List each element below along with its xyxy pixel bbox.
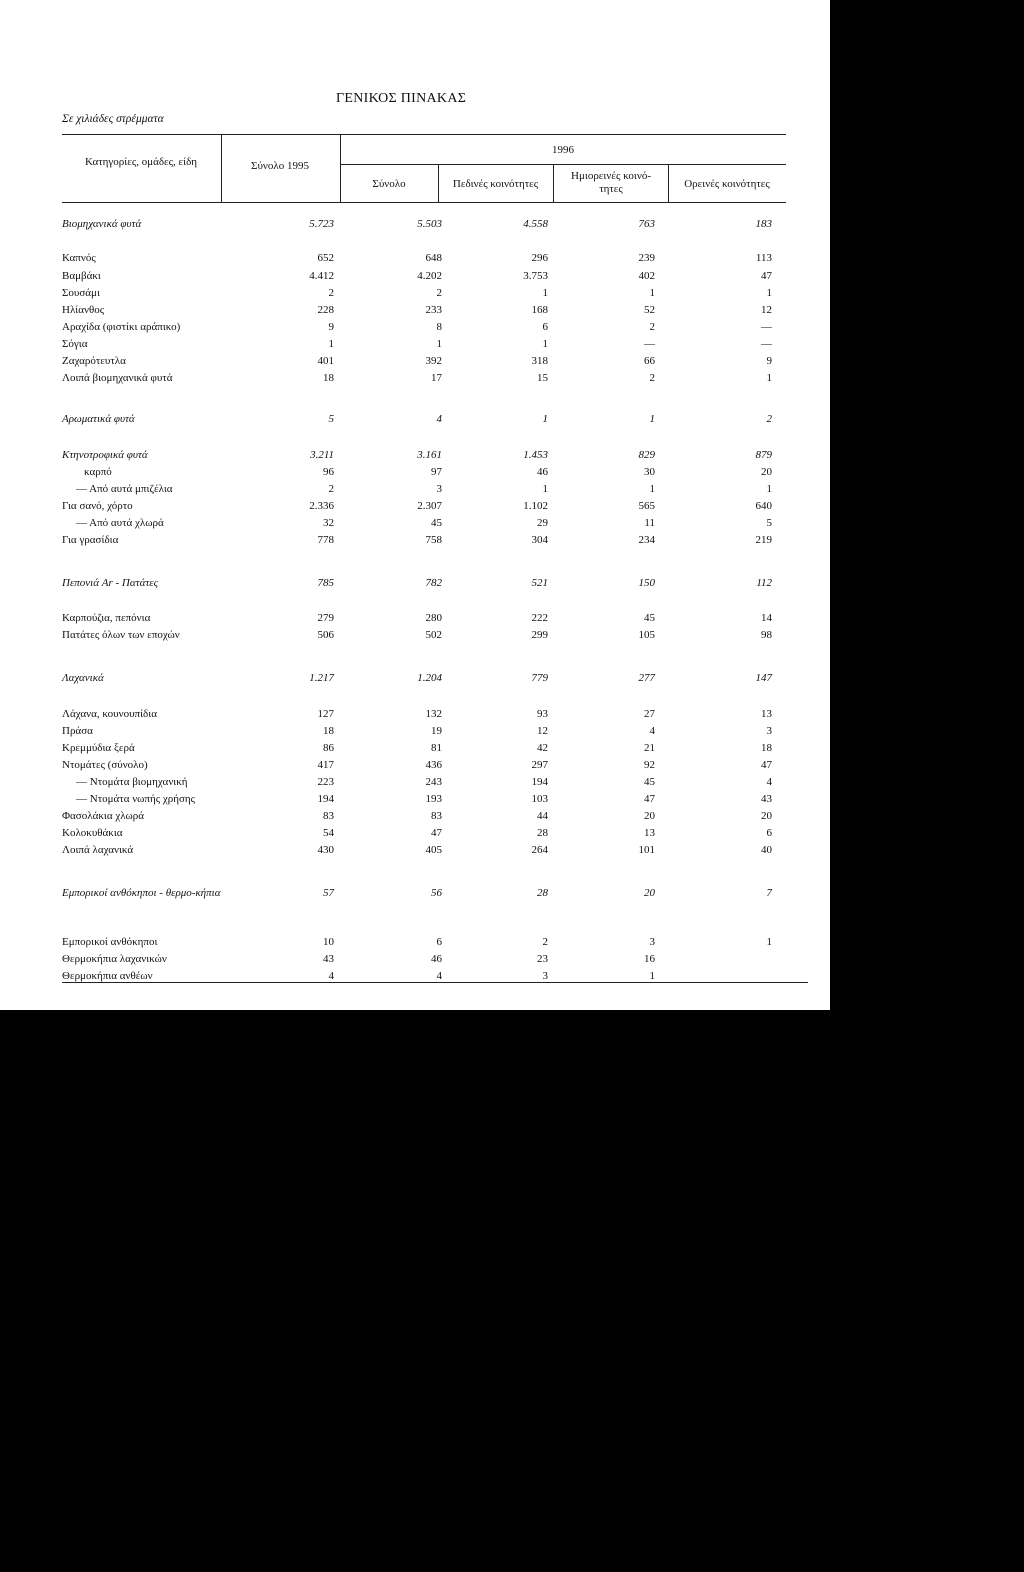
row-label: Αρωματικά φυτά	[62, 413, 135, 425]
row-value: 112	[756, 577, 772, 589]
row-value: 228	[317, 304, 334, 316]
row-value: 147	[755, 672, 772, 684]
row-value: 264	[531, 844, 548, 856]
row-value: 640	[755, 500, 772, 512]
table-row	[62, 672, 792, 687]
header-category: Κατηγορίες, ομάδες, είδη	[84, 156, 198, 168]
row-value: 2	[649, 321, 655, 333]
table-row	[62, 338, 792, 353]
table-row	[62, 629, 792, 644]
row-label: Πράσα	[62, 725, 93, 737]
header-plains: Πεδινές κοινότητες	[452, 178, 539, 190]
row-value: 648	[425, 252, 442, 264]
row-value: 277	[638, 672, 655, 684]
row-value: 40	[761, 844, 772, 856]
row-label: Εμπορικοί ανθόκηποι	[62, 936, 158, 948]
row-value: 879	[755, 449, 772, 461]
row-label: Πεπονιά Ar - Πατάτες	[62, 577, 159, 589]
header-total: Σύνολο	[372, 178, 406, 190]
row-value: 1.453	[523, 449, 548, 461]
row-value: 3.161	[417, 449, 442, 461]
table-bottom-rule	[62, 982, 808, 983]
table-row	[62, 827, 792, 842]
row-value: 47	[761, 759, 772, 771]
row-value: 42	[537, 742, 548, 754]
table-row	[62, 304, 792, 319]
table-row	[62, 466, 792, 481]
row-value: 150	[638, 577, 655, 589]
row-value: 243	[425, 776, 442, 788]
row-value: 32	[323, 517, 334, 529]
row-value: 4.558	[523, 218, 548, 230]
row-value: 132	[425, 708, 442, 720]
row-value: 19	[431, 725, 442, 737]
row-label: — Ντομάτα νωπής χρήσης	[76, 793, 195, 805]
table-row	[62, 483, 792, 498]
header-semi-mountain: Ημιορεινές κοινό-τητες	[571, 170, 651, 195]
row-value: 45	[644, 612, 655, 624]
row-label: Για γρασίδια	[62, 534, 119, 546]
row-value: 5	[328, 413, 334, 425]
table-row	[62, 534, 792, 549]
row-value: 20	[644, 810, 655, 822]
row-value: 3.753	[523, 270, 548, 282]
row-value: 103	[531, 793, 548, 805]
row-value: 2	[328, 287, 334, 299]
row-value: 1	[649, 413, 655, 425]
row-value: 23	[537, 953, 548, 965]
table-row	[62, 725, 792, 740]
row-label: Καπνός	[62, 252, 96, 264]
row-value: 12	[537, 725, 548, 737]
row-value: 17	[431, 372, 442, 384]
row-value: 18	[323, 725, 334, 737]
row-value: 233	[425, 304, 442, 316]
table-row	[62, 776, 792, 791]
row-value: 280	[425, 612, 442, 624]
row-value: 1	[766, 483, 772, 495]
row-value: 2.336	[309, 500, 334, 512]
table-row	[62, 793, 792, 808]
row-value: 4	[328, 970, 334, 982]
row-value: 1	[542, 338, 548, 350]
row-value: 98	[761, 629, 772, 641]
row-value: 297	[531, 759, 548, 771]
table-row	[62, 708, 792, 723]
year-subheader-rule	[340, 164, 786, 165]
table-row	[62, 218, 792, 233]
page-title: ΓΕΝΙΚΟΣ ΠΙΝΑΚΑΣ	[336, 91, 467, 106]
row-value: 2	[766, 413, 772, 425]
row-value: 21	[644, 742, 655, 754]
row-value: 785	[317, 577, 334, 589]
row-value: 16	[644, 953, 655, 965]
row-value: 194	[317, 793, 334, 805]
row-label: — Ντομάτα βιομηχανική	[76, 776, 188, 788]
row-value: 45	[644, 776, 655, 788]
row-value: 2	[542, 936, 548, 948]
table-row	[62, 372, 792, 387]
table-row	[62, 810, 792, 825]
row-label: — Από αυτά χλωρά	[76, 517, 164, 529]
row-value: 401	[317, 355, 334, 367]
row-value: 758	[425, 534, 442, 546]
row-value: 43	[323, 953, 334, 965]
row-value: 45	[431, 517, 442, 529]
row-value: 18	[761, 742, 772, 754]
row-value: 1	[766, 287, 772, 299]
row-value: 96	[323, 466, 334, 478]
row-value: 1	[649, 287, 655, 299]
row-value: 193	[425, 793, 442, 805]
row-label: Λοιπά λαχανικά	[62, 844, 134, 856]
row-label: Σουσάμι	[62, 287, 100, 299]
row-value: 223	[317, 776, 334, 788]
row-value: 183	[755, 218, 772, 230]
row-value: 66	[644, 355, 655, 367]
table-row	[62, 759, 792, 774]
header-bottom-rule	[62, 202, 786, 203]
table-row	[62, 287, 792, 302]
row-value: 14	[761, 612, 772, 624]
row-value: 47	[761, 270, 772, 282]
row-value: 20	[761, 810, 772, 822]
row-value: 47	[644, 793, 655, 805]
row-value: 763	[638, 218, 655, 230]
row-value: 13	[644, 827, 655, 839]
row-label: Ζαχαρότευτλα	[62, 355, 126, 367]
row-value: 105	[638, 629, 655, 641]
table-row	[62, 612, 792, 627]
row-value: 521	[531, 577, 548, 589]
row-label: Εμπορικοί ανθόκηποι - θερμο-κήπια	[62, 887, 221, 899]
row-value: 43	[761, 793, 772, 805]
unit-note: Σε χιλιάδες στρέμματα	[62, 113, 164, 125]
row-value: 1	[649, 970, 655, 982]
row-value: 46	[537, 466, 548, 478]
row-value: 4	[649, 725, 655, 737]
row-value: 1	[328, 338, 334, 350]
row-label: Θερμοκήπια λαχανικών	[62, 953, 167, 965]
row-label: Αραχίδα (φιστίκι αράπικο)	[62, 321, 181, 333]
row-value: —	[644, 338, 655, 350]
row-value: —	[761, 321, 772, 333]
row-value: 5.723	[309, 218, 334, 230]
row-value: 239	[638, 252, 655, 264]
table-row	[62, 742, 792, 757]
row-value: 30	[644, 466, 655, 478]
row-value: 83	[431, 810, 442, 822]
row-value: 83	[323, 810, 334, 822]
row-value: 47	[431, 827, 442, 839]
row-value: 18	[323, 372, 334, 384]
row-value: 430	[317, 844, 334, 856]
row-value: 1	[766, 372, 772, 384]
table-row	[62, 321, 792, 336]
table-row	[62, 413, 792, 428]
row-label: Λάχανα, κουνουπίδια	[62, 708, 157, 720]
row-value: 3	[766, 725, 772, 737]
row-value: 1.204	[417, 672, 442, 684]
row-value: 54	[323, 827, 334, 839]
row-value: 12	[761, 304, 772, 316]
row-value: 57	[323, 887, 334, 899]
row-value: 417	[317, 759, 334, 771]
row-value: 2	[328, 483, 334, 495]
row-value: 2	[436, 287, 442, 299]
row-value: 93	[537, 708, 548, 720]
row-value: 44	[537, 810, 548, 822]
row-value: 127	[317, 708, 334, 720]
table-row	[62, 844, 792, 859]
row-value: 502	[425, 629, 442, 641]
row-value: 1.217	[309, 672, 334, 684]
row-value: 4	[436, 413, 442, 425]
row-label: Ντομάτες (σύνολο)	[62, 759, 148, 771]
row-value: 1	[542, 287, 548, 299]
row-label: Κολοκυθάκια	[62, 827, 123, 839]
row-label: Λοιπά βιομηχανικά φυτά	[62, 372, 173, 384]
row-value: 2.307	[417, 500, 442, 512]
table-row	[62, 449, 792, 464]
row-value: 46	[431, 953, 442, 965]
row-value: 4	[436, 970, 442, 982]
row-value: 3.211	[310, 449, 334, 461]
row-value: 92	[644, 759, 655, 771]
row-value: 6	[766, 827, 772, 839]
row-value: 2	[649, 372, 655, 384]
header-top-rule	[62, 134, 786, 135]
row-value: 1	[436, 338, 442, 350]
row-value: 5.503	[417, 218, 442, 230]
row-value: 101	[638, 844, 655, 856]
row-value: 299	[531, 629, 548, 641]
row-label: Κτηνοτροφικά φυτά	[62, 449, 148, 461]
row-value: 778	[317, 534, 334, 546]
row-value: 86	[323, 742, 334, 754]
row-value: 97	[431, 466, 442, 478]
row-label: Βαμβάκι	[62, 270, 101, 282]
row-value: —	[761, 338, 772, 350]
row-value: 4.412	[309, 270, 334, 282]
row-label: Ηλίανθος	[62, 304, 105, 316]
row-value: 279	[317, 612, 334, 624]
header-divider	[221, 134, 222, 202]
row-value: 782	[425, 577, 442, 589]
table-row	[62, 936, 792, 951]
table-row	[62, 500, 792, 515]
row-label: Βιομηχανικά φυτά	[62, 218, 142, 230]
row-value: 7	[766, 887, 772, 899]
row-value: 318	[531, 355, 548, 367]
row-label: Φασολάκια χλωρά	[62, 810, 145, 822]
row-value: 829	[638, 449, 655, 461]
row-value: 194	[531, 776, 548, 788]
row-value: 1.102	[523, 500, 548, 512]
row-label: Πατάτες όλων των εποχών	[62, 629, 180, 641]
row-value: 1	[649, 483, 655, 495]
row-value: 28	[537, 887, 548, 899]
row-value: 222	[531, 612, 548, 624]
table-row	[62, 953, 792, 968]
row-value: 3	[436, 483, 442, 495]
row-value: 10	[323, 936, 334, 948]
header-mountain: Ορεινές κοινότητες	[684, 178, 770, 190]
row-value: 506	[317, 629, 334, 641]
table-row	[62, 577, 792, 592]
row-value: 15	[537, 372, 548, 384]
row-label: Θερμοκήπια ανθέων	[62, 970, 153, 982]
row-value: 29	[537, 517, 548, 529]
row-label: Σόγια	[62, 338, 88, 350]
row-value: 652	[317, 252, 334, 264]
header-divider	[553, 164, 554, 202]
row-value: 6	[542, 321, 548, 333]
table-row	[62, 355, 792, 370]
row-value: 296	[531, 252, 548, 264]
row-value: 9	[328, 321, 334, 333]
row-value: 402	[638, 270, 655, 282]
row-label: Κρεμμύδια ξερά	[62, 742, 135, 754]
row-label: Λαχανικά	[62, 672, 104, 684]
row-value: 436	[425, 759, 442, 771]
row-value: 27	[644, 708, 655, 720]
row-value: 392	[425, 355, 442, 367]
row-value: 56	[431, 887, 442, 899]
row-value: 565	[638, 500, 655, 512]
row-value: 6	[436, 936, 442, 948]
header-year-1996: 1996	[552, 144, 574, 156]
table-row	[62, 270, 792, 285]
row-value: 81	[431, 742, 442, 754]
row-value: 168	[531, 304, 548, 316]
row-value: 9	[766, 355, 772, 367]
row-value: 304	[531, 534, 548, 546]
row-label: Για σανό, χόρτο	[62, 500, 133, 512]
row-label: καρπό	[84, 466, 112, 478]
row-value: 20	[644, 887, 655, 899]
row-value: 779	[531, 672, 548, 684]
row-label: — Από αυτά μπιζέλια	[76, 483, 173, 495]
row-value: 3	[542, 970, 548, 982]
row-value: 5	[766, 517, 772, 529]
row-value: 219	[755, 534, 772, 546]
row-value: 52	[644, 304, 655, 316]
row-value: 1	[542, 483, 548, 495]
row-value: 28	[537, 827, 548, 839]
row-value: 405	[425, 844, 442, 856]
row-value: 20	[761, 466, 772, 478]
row-value: 113	[755, 252, 772, 264]
row-value: 4	[766, 776, 772, 788]
row-value: 234	[638, 534, 655, 546]
row-value: 11	[644, 517, 655, 529]
table-row	[62, 517, 792, 532]
header-total-1995: Σύνολο 1995	[251, 160, 309, 172]
row-value: 4.202	[417, 270, 442, 282]
row-value: 1	[766, 936, 772, 948]
table-row	[62, 887, 792, 902]
table-row	[62, 252, 792, 267]
row-value: 13	[761, 708, 772, 720]
row-value: 1	[542, 413, 548, 425]
row-value: 8	[436, 321, 442, 333]
row-value: 3	[649, 936, 655, 948]
row-label: Καρπούζια, πεπόνια	[62, 612, 151, 624]
